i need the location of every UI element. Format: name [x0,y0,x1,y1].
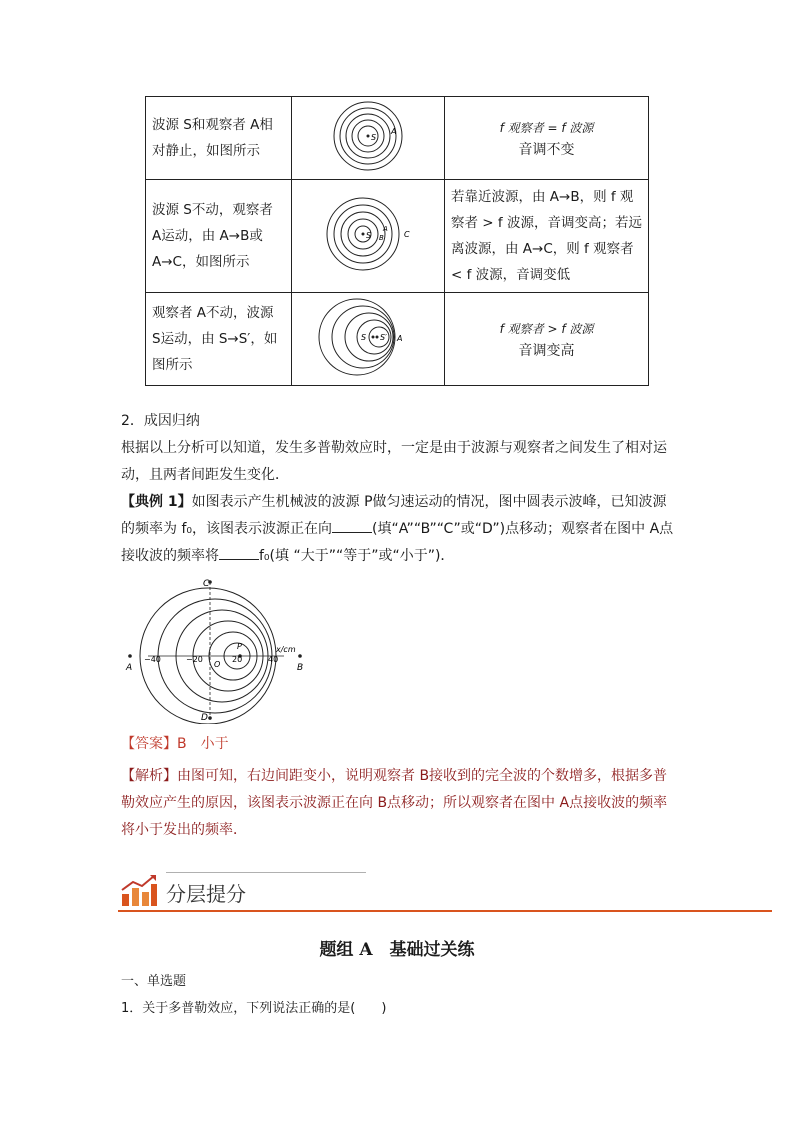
table-cell [146,180,292,293]
answer-line [121,731,676,758]
label-s: S [371,133,377,142]
answer-blank [332,518,372,533]
table-cell [292,293,445,386]
row2-description: 若靠近波源，由 A→B，则 f 观察者 > f 波源，音调变高；若远离波源，由 A→C，则 f 观察者 < f 波源，音调变低 [451,189,642,283]
label-o: O [214,660,221,669]
doppler-table [145,96,649,386]
table-cell [146,293,292,386]
label-a: A [383,225,388,233]
row1-result: 音调不变 [518,142,575,158]
banner-topline [166,872,366,873]
section-banner [118,870,772,912]
table-cell [445,97,649,180]
group-title: 题组 A 基础过关练 [319,940,475,960]
example-text-b: (填“A”“B”“C”或“D”)点移动；观察者在图中 A点接收波的频率将 [121,521,674,564]
row1-formula: f 观察者 = f 波源 [499,121,594,135]
banner-title: 分层提分 [166,882,246,906]
label-a: A [391,127,397,136]
table-row [146,180,649,293]
label-s: S [361,333,367,342]
table-cell [146,97,292,180]
label-a: A [397,334,403,343]
row3-result: 音调变高 [518,343,575,359]
row3-formula: f 观察者 > f 波源 [499,322,594,336]
example-label: 【典例 1】 [121,494,192,510]
analysis-block [121,763,676,844]
tick-label: 20 [232,655,243,664]
tick-label: −20 [186,655,203,664]
table-cell [292,180,445,293]
label-c: C [203,579,210,589]
label-b: B [379,234,384,242]
tick-label: −40 [144,655,161,664]
section-heading: 2．成因归纳 [121,413,200,429]
table-cell [445,293,649,386]
table-row [146,97,649,180]
table-row [146,293,649,386]
answer-label: 【答案】 [121,736,177,752]
chart-growth-icon [120,874,158,908]
analysis-label: 【解析】 [121,768,177,784]
tick-label: 40 [268,655,279,664]
label-b: B [297,663,304,673]
answer-blank [219,545,259,560]
axis-label: x/cm [276,645,296,654]
answer-value: B 小于 [177,736,229,752]
example-question [121,489,676,570]
label-s-prime: S′ [380,333,387,342]
source-moving-figure [313,295,423,379]
concentric-waves-figure [313,98,423,174]
label-d: D [201,713,208,723]
section-text: 根据以上分析可以知道，发生多普勒效应时，一定是由于波源与观察者之间发生了相对运动，且两者间距发生变化． [121,440,667,483]
row2-condition: 波源 S不动，观察者 A运动，由 A→B或 A→C，如图所示 [152,202,273,270]
analysis-text: 由图可知，右边间距变小，说明观察者 B接收到的完全波的个数增多，根据多普勒效应产生的原因，该图表示波源正在向 B点移动；所以观察者在图中 A点接收波的频率将小于发出的频率． [121,768,668,838]
observer-moving-figure [313,189,423,279]
table-cell [445,180,649,293]
example-text-c: f₀(填 “大于”“等于”或“小于”)． [259,548,455,564]
label-p: P [237,642,242,651]
row1-condition: 波源 S和观察者 A相对静止，如图所示 [152,117,273,159]
label-s: S [366,231,372,240]
label-a: A [126,663,133,673]
question-1: 1．关于多普勒效应，下列说法正确的是( ) [121,1001,387,1016]
banner-underline [118,910,772,912]
question-section-label: 一、单选题 [121,974,187,989]
row3-condition: 观察者 A不动，波源 S运动，由 S→S′，如图所示 [152,305,278,373]
label-c: C [404,230,410,239]
table-cell [292,97,445,180]
wave-source-figure [118,574,318,724]
example-text-a: 如图表示产生机械波的波源 P做匀速运动的情况，图中圆表示波峰，已知波源的频率为 f₀，该图表示波源正在向 [121,494,667,537]
